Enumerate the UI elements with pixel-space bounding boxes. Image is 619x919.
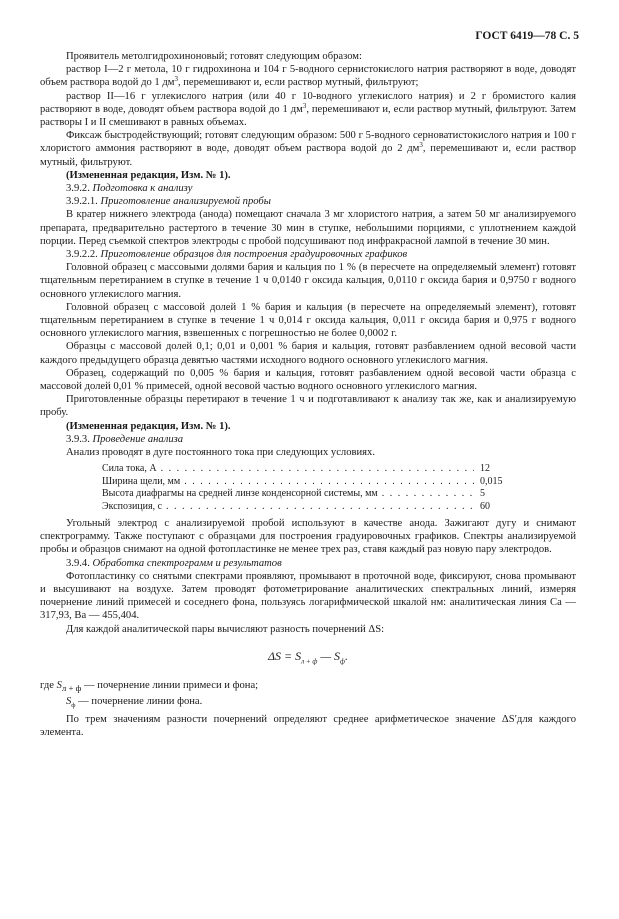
paragraph: Образец, содержащий по 0,005 % бария и кальция, готовят разбавлением одной весовой части образца с массовой долей 0,01 % примесей, одной весовой частью водного основного углекислого магния. (40, 367, 576, 393)
parameter-row: Сила тока, А . . . 12 (102, 463, 562, 475)
formula-legend: где $S_{л + ф}$ — почернение линии примеси и фона; (40, 680, 259, 694)
section-heading: 3.9.3. Проведение анализа (66, 433, 184, 445)
section-heading: 3.9.4. Обработка спектрограмм и результатов (66, 557, 282, 569)
paragraph: Головной образец с массовыми долями бария и кальция по 1 % (в пересчете на определяемый элемент) готовят тщательным перетиранием в ступке в течение 1 ч 0,0140 г оксида кальция, 0,0110 г оксида бария и 0,9750 г водного основного углекислого магния. (40, 262, 576, 300)
section-heading: 3.9.2. Подготовка к анализу (66, 183, 193, 195)
parameter-row: Высота диафрагмы на средней линзе конденсорной системы, мм . . . 5 (102, 488, 562, 500)
paragraph: Угольный электрод с анализируемой пробой используют в качестве анода. Зажигают дугу и снимают спектрограмму. Также поступают с образцами для построения градуировочных графиков. Спектры анализируемой пробы и образцов снимают на одной фотопластинке не менее трех раз, ставя каждый раз новую пару электродов. (40, 517, 576, 556)
paragraph: Фиксаж быстродействующий; готовят следующим образом: 500 г 5-водного серноватистокислого натрия и 100 г хлористого аммония растворяют в воде, доводят объем раствора водой до 2 $дм^3$, перемешивают и, если раствор мутный, фильтруют. (40, 130, 576, 168)
amendment-note: (Измененная редакция, Изм. № 1). (66, 169, 231, 181)
paragraph: По трем значениям разности почернений определяют среднее арифметическое значение ΔS′для каждого элемента. (40, 713, 576, 738)
section-heading: 3.9.2.1. Приготовление анализируемой пробы (66, 196, 271, 208)
amendment-note: (Измененная редакция, Изм. № 1). (66, 420, 231, 432)
paragraph: Образцы с массовой долей 0,1; 0,01 и 0,001 % бария и кальция, готовят разбавлением одной весовой части каждого предыдущего образца девятью частями исходного водного основного углекислого магния. (40, 341, 576, 366)
paragraph: Приготовленные образцы перетирают в течение 1 ч и подготавливают к анализу так же, как и анализируемую пробу. (40, 394, 576, 419)
parameters-list (102, 463, 562, 513)
formula-legend: $S_ф$ — почернение линии фона. (66, 696, 203, 710)
page-header: ГОСТ 6419—78 С. 5 (475, 30, 579, 42)
paragraph: В кратер нижнего электрода (анода) помещают сначала 3 мг хлористого натрия, а затем 50 мг анализируемого препарата, предварительно растертого в течение 30 мин в ступке, небольшими порциями, с уплотнением каждой порции. Перед съемкой спектров электроды с пробой подсушивают под инфракрасной лампой в течение 30 мин. (40, 209, 576, 247)
paragraph: раствор II—16 г углекислого натрия (или 40 г 10-водного углекислого натрия) и 2 г бромистого калия растворяют в воде, доводят объем раствора водой до 1 $дм^3$, перемешивают и, если раствор мутный, фильтруют. Затем растворы I и II смешивают в равных объемах. (40, 90, 576, 129)
parameter-row: Экспозиция, с . . . 60 (102, 501, 562, 513)
paragraph: Для каждой аналитической пары вычисляют разность почернений ΔS: (66, 623, 385, 635)
formula: $\Delta S = S_{л + ф}$ — $S_ф$. (267, 648, 349, 666)
paragraph: Фотопластинку со снятыми спектрами проявляют, промывают в проточной воде, фиксируют, снова промывают и высушивают на воздухе. Затем проводят фотометрирование аналитических спектральных линий, измеряя почернение линий примесей и соседнего фона, пользуясь логарифмической шкалой нм: аналитическая линия Ca — 317,93, Ba — 455,404. (40, 570, 576, 622)
document-body (40, 50, 576, 739)
section-heading: 3.9.2.2. Приготовление образцов для построения градуировочных графиков (66, 249, 408, 261)
paragraph: раствор I—2 г метола, 10 г гидрохинона и 104 г 5-водного сернистокислого натрия растворяют в воде, доводят объем раствора водой до 1 $дм^3$, перемешивают и, если раствор мутный, фильтруют; (40, 64, 576, 89)
paragraph: Проявитель метолгидрохиноновый; готовят следующим образом: (66, 51, 362, 62)
parameter-row: Ширина щели, мм . . . 0,015 (102, 476, 562, 488)
paragraph: Анализ проводят в дуге постоянного тока при следующих условиях. (66, 447, 375, 459)
paragraph: Головной образец с массовой долей 1 % бария и кальция (в пересчете на определяемый элемент), готовят тщательным перетиранием в ступке в течение 1 ч 0,014 г оксида кальция, 0,011 г оксида бария и 0,975 г водного основного углекислого магния, взвешенных с погрешностью не более 0,0002 г. (40, 301, 576, 340)
